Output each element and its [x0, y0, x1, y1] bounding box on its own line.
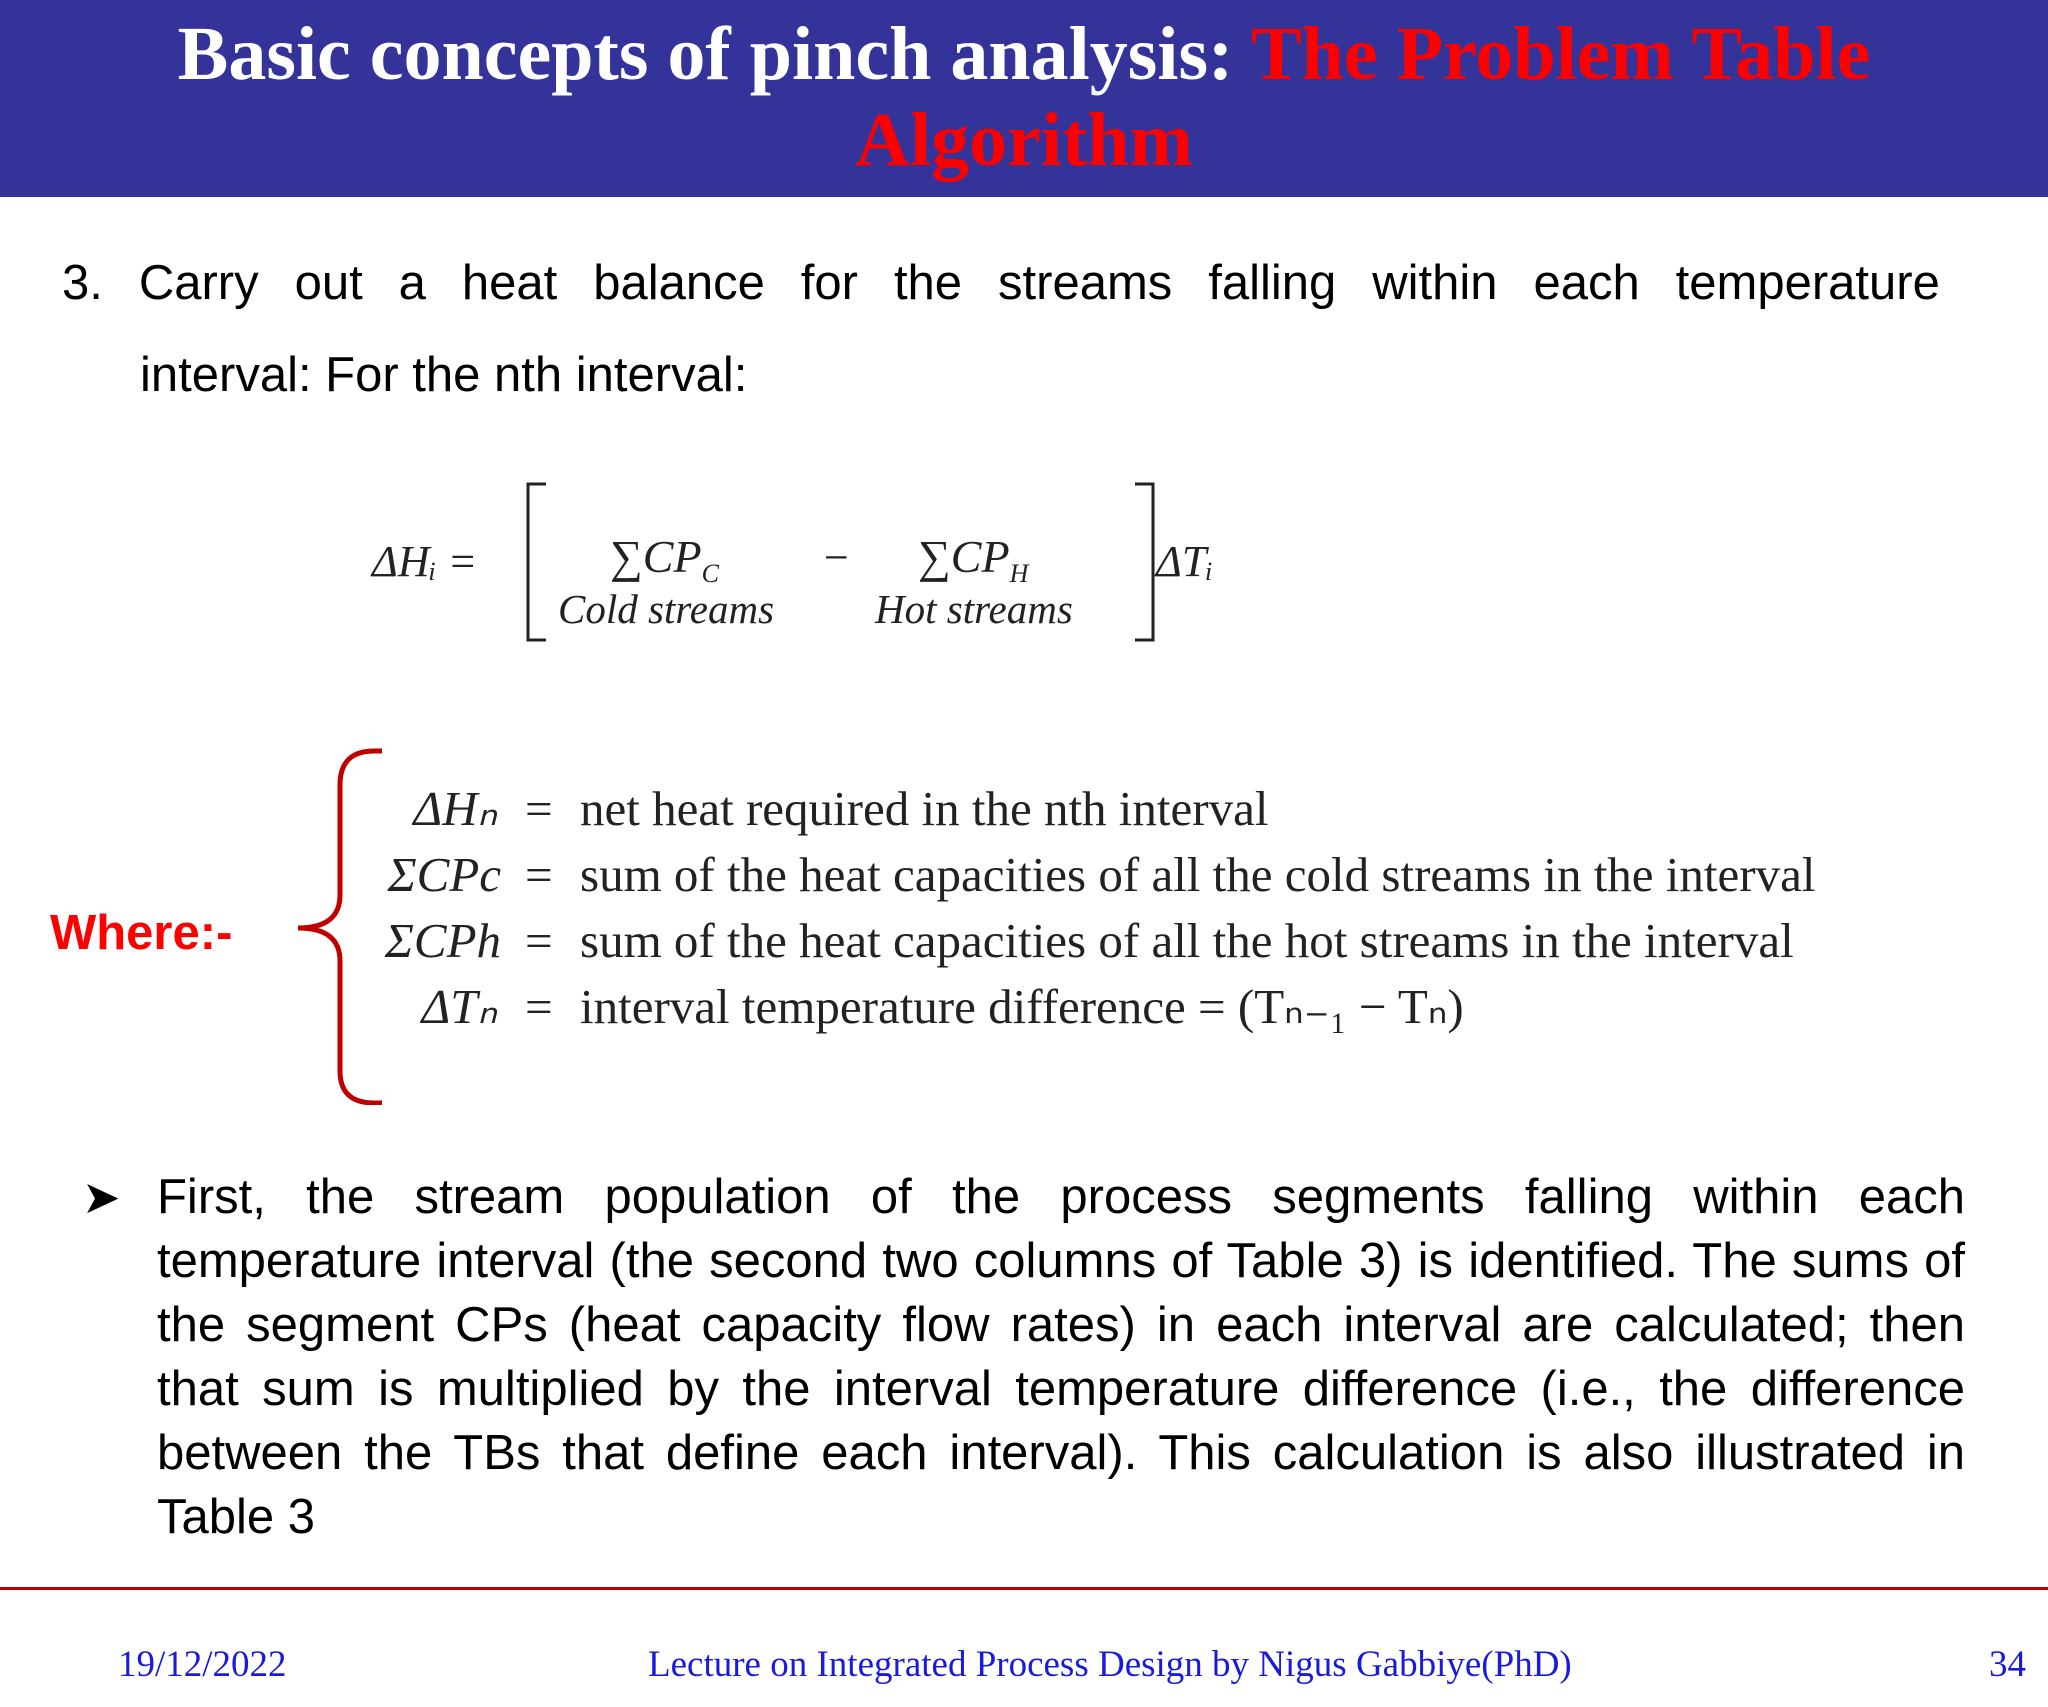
definition-equals: = — [525, 979, 553, 1034]
hot-streams-label: Hot streams — [875, 586, 1073, 632]
definition-equals: = — [525, 781, 553, 836]
step-3-text — [62, 255, 1942, 403]
footer-lecture-title: Lecture on Integrated Process Design by Nigus Gabbiye(PhD) — [648, 1644, 1572, 1685]
step-word: 3. — [62, 256, 103, 310]
definition-equals: = — [525, 847, 553, 902]
step-word: falling — [1208, 256, 1337, 310]
step-word: out — [294, 256, 363, 310]
definition-symbol: ΔHₙ — [413, 781, 497, 836]
step-word: heat — [461, 256, 558, 310]
minus-sign: − — [824, 533, 849, 582]
definition-equals: = — [525, 913, 553, 968]
definition-text: net heat required in the nth interval — [580, 781, 1269, 836]
step-word: streams — [998, 256, 1173, 310]
step-word: balance — [593, 256, 765, 310]
arrow-bullet-icon: ➤ — [82, 1171, 121, 1223]
where-label: Where:- — [50, 906, 233, 960]
definition-text: sum of the heat capacities of all the hot streams in the interval — [580, 913, 1794, 968]
step-line-2: interval: For the nth interval: — [140, 348, 748, 402]
definition-symbol: ΣCPh — [384, 913, 501, 968]
step-word: a — [398, 256, 426, 310]
definition-text: sum of the heat capacities of all the cold streams in the interval — [580, 847, 1816, 902]
title-bar — [0, 0, 2048, 197]
step-word: Carry — [138, 256, 259, 310]
footer-date: 19/12/2022 — [118, 1644, 287, 1685]
cold-streams-label: Cold streams — [558, 586, 775, 632]
step-word: the — [893, 256, 963, 310]
step-word: within — [1372, 256, 1498, 310]
step-line-1 — [62, 255, 1940, 325]
equation-rhs: ΔTᵢ — [1156, 537, 1214, 586]
step-word: each — [1533, 256, 1640, 310]
sum-hot: $\sum CP_H$ — [918, 531, 1029, 589]
equation-lhs: ΔHᵢ = — [372, 537, 478, 586]
bullet-paragraph: First, the stream population of the process segments falling within each temperature interval (the second two columns of Table 3) is identified. The sums of the segment CPs (heat capacity flow rates) in each interval are calculated; then that sum is multiplied by the interval temperature difference (i.e., the difference between the TBs that define each interval). This calculation is also illustrated in Table 3 — [157, 1170, 1965, 1544]
footer-divider — [0, 1587, 2048, 1590]
title-main: Basic concepts of pinch analysis: — [177, 11, 1251, 96]
curly-brace — [290, 745, 390, 1105]
equation-brackets — [372, 470, 1252, 660]
heat-balance-equation — [372, 470, 1252, 660]
page-number: 34 — [1989, 1644, 2026, 1685]
slide-title — [124, 11, 1924, 183]
definition-text: interval temperature difference = (Tₙ₋₁ − Tₙ) — [580, 979, 1464, 1034]
step-word: temperature — [1675, 256, 1940, 310]
sum-cold: $\sum CP_C$ — [610, 531, 719, 589]
title-accent: The Problem Table Algorithm — [855, 11, 1871, 182]
definition-symbol: ΔTₙ — [421, 979, 497, 1034]
definition-symbol: ΣCPc — [387, 847, 501, 902]
step-word: for — [800, 256, 858, 310]
